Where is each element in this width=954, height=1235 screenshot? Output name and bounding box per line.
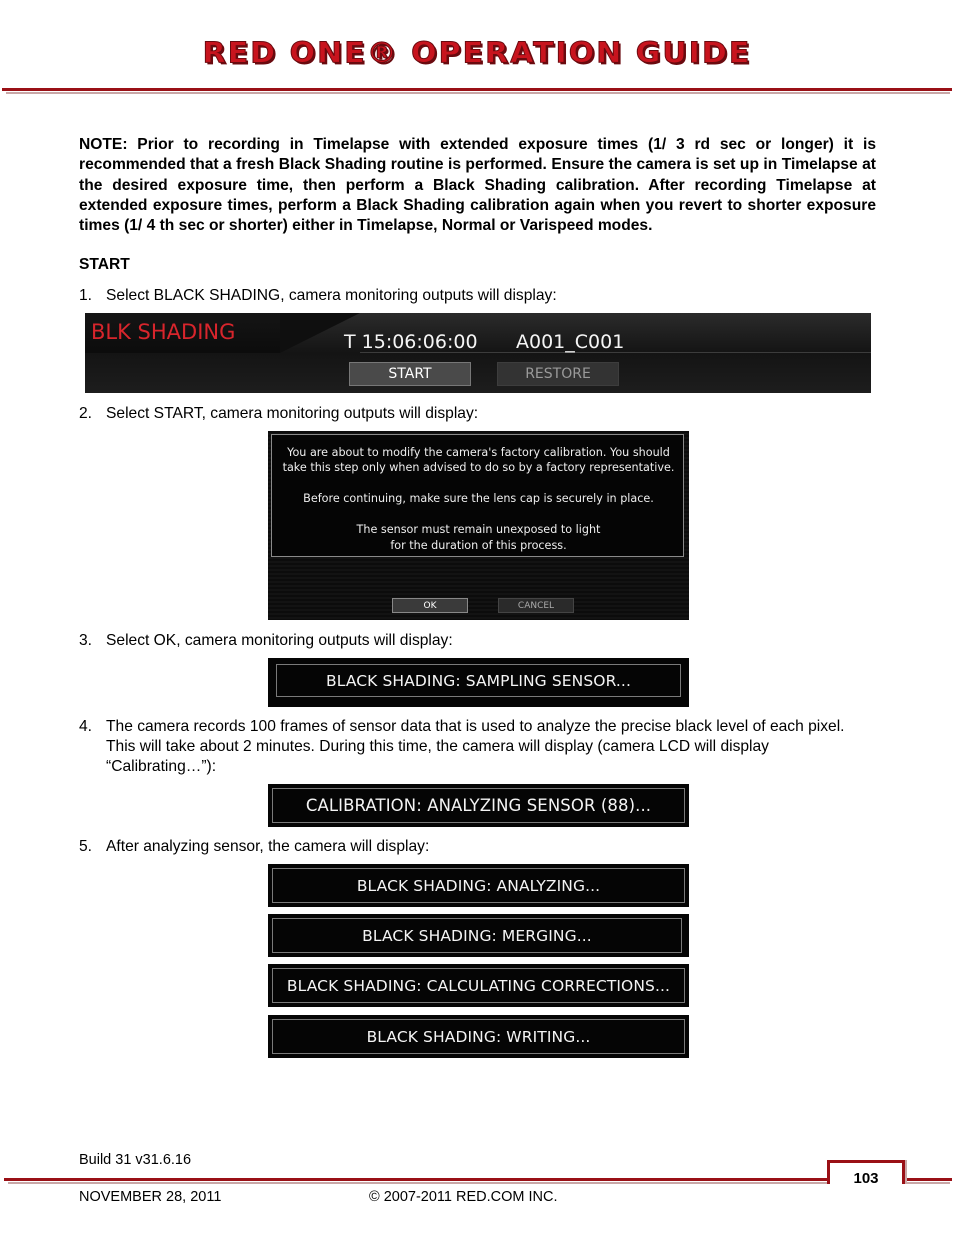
step-number: 2.	[79, 405, 93, 422]
footer-rule-right	[904, 1178, 952, 1181]
step-5	[79, 837, 879, 857]
timecode: T 15:06:06:00	[344, 331, 478, 353]
calibration-warning-dialog	[268, 431, 689, 620]
sampling-sensor-screen	[268, 658, 689, 707]
status-message: BLACK SHADING: MERGING...	[272, 918, 682, 953]
header-rule-shadow	[6, 92, 950, 94]
build-version: Build 31 v31.6.16	[79, 1152, 192, 1168]
dialog-line: You are about to modify the camera's factory calibration. You should	[287, 446, 670, 459]
page-number: 103	[853, 1170, 879, 1187]
blk-shading-screen	[85, 313, 871, 393]
status-message: BLACK SHADING: CALCULATING CORRECTIONS...	[272, 968, 685, 1003]
footer-date: NOVEMBER 28, 2011	[79, 1189, 222, 1205]
step-4	[79, 717, 879, 777]
writing-screen	[268, 1015, 689, 1058]
status-message: BLACK SHADING: ANALYZING...	[272, 868, 685, 903]
start-button[interactable]: START	[349, 362, 471, 386]
dialog-line: take this step only when advised to do so by a factory representative.	[282, 461, 675, 474]
step-3	[79, 631, 879, 651]
status-message: BLACK SHADING: WRITING...	[272, 1019, 685, 1054]
footer-copyright: © 2007-2011 RED.COM INC.	[369, 1189, 558, 1205]
step-number: 1.	[79, 287, 93, 304]
restore-button[interactable]: RESTORE	[497, 362, 619, 386]
status-message: CALIBRATION: ANALYZING SENSOR (88)...	[272, 788, 685, 823]
screen-title: BLK SHADING	[91, 320, 236, 344]
step-text: The camera records 100 frames of sensor data that is used to analyze the precise black level of each pixel. This will take about 2 minutes. During this time, the camera will display (camera LCD will display “Calibrating…”):	[106, 718, 845, 775]
ok-button[interactable]: OK	[392, 598, 468, 613]
footer-rule-right-shadow	[904, 1182, 950, 1184]
status-message: BLACK SHADING: SAMPLING SENSOR...	[276, 664, 681, 697]
footer-rule-shadow	[8, 1182, 830, 1184]
cancel-button[interactable]: CANCEL	[498, 598, 574, 613]
step-text: After analyzing sensor, the camera will display:	[106, 838, 430, 855]
step-number: 3.	[79, 632, 93, 649]
step-number: 4.	[79, 718, 93, 735]
analyzing-screen	[268, 864, 689, 907]
step-text: Select BLACK SHADING, camera monitoring outputs will display:	[106, 287, 557, 304]
section-heading: START	[79, 256, 130, 273]
header-rule	[2, 88, 952, 91]
calibration-screen	[268, 784, 689, 827]
dialog-line: Before continuing, make sure the lens cap is securely in place.	[303, 492, 654, 505]
footer-rule	[4, 1178, 830, 1181]
step-text: Select START, camera monitoring outputs will display:	[106, 405, 479, 422]
note-paragraph: NOTE: Prior to recording in Timelapse with extended exposure times (1/ 3 rd sec or longer) it is recommended that a fresh Black Shading routine is performed. Ensure the camera is set up in Timelapse at the desired exposure time, then perform a Black Shading calibration. After recording Timelapse at extended exposure times, perform a Black Shading calibration again when you revert to shorter exposure times (1/ 4 th sec or shorter) either in Timelapse, Normal or Varispeed modes.	[79, 136, 876, 235]
step-number: 5.	[79, 838, 93, 855]
dialog-line: for the duration of this process.	[390, 539, 567, 552]
dialog-message-box	[271, 434, 684, 557]
step-1	[79, 286, 879, 306]
merging-screen	[268, 914, 689, 957]
clip-name: A001_C001	[516, 331, 625, 353]
step-2	[79, 404, 879, 424]
step-text: Select OK, camera monitoring outputs will display:	[106, 632, 453, 649]
guide-title: RED ONE® OPERATION GUIDE	[202, 36, 752, 71]
dialog-line: The sensor must remain unexposed to light	[356, 523, 601, 536]
calculating-corrections-screen	[268, 964, 689, 1007]
